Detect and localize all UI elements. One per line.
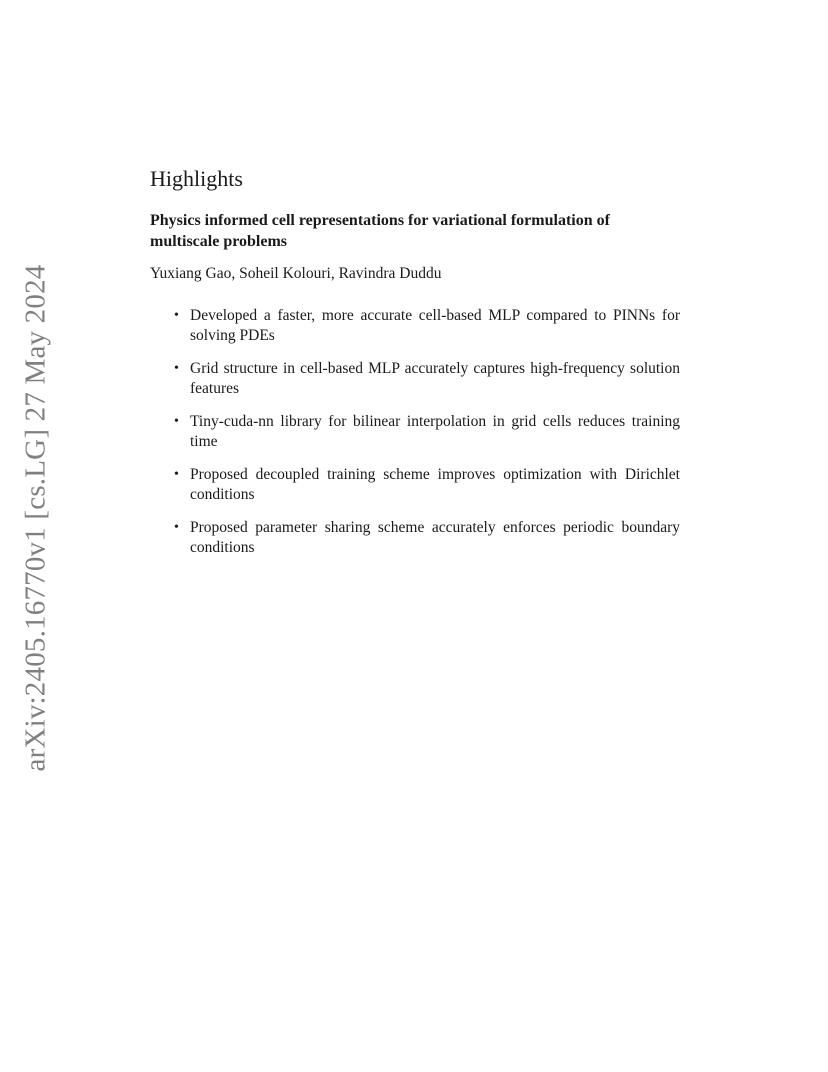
highlight-text: Tiny-cuda-nn library for bilinear interpolation in grid cells reduces training time bbox=[190, 413, 680, 450]
highlights-list bbox=[150, 306, 680, 558]
section-heading: Highlights bbox=[150, 166, 243, 191]
arxiv-identifier-stamp: arXiv:2405.16770v1 [cs.LG] 27 May 2024 bbox=[19, 264, 52, 772]
highlight-item bbox=[150, 306, 680, 346]
bullet-icon: • bbox=[174, 308, 179, 323]
highlight-item bbox=[150, 518, 680, 558]
bullet-icon: • bbox=[174, 467, 179, 482]
highlight-text: Developed a faster, more accurate cell-based MLP compared to PINNs for solving PDEs bbox=[190, 307, 680, 344]
highlight-text: Proposed parameter sharing scheme accurately enforces periodic boundary conditions bbox=[190, 519, 680, 556]
highlight-text: Proposed decoupled training scheme improves optimization with Dirichlet conditions bbox=[190, 466, 680, 503]
bullet-icon: • bbox=[174, 361, 179, 376]
highlight-item bbox=[150, 359, 680, 399]
highlight-item bbox=[150, 412, 680, 452]
highlight-text: Grid structure in cell-based MLP accurately captures high-frequency solution features bbox=[190, 360, 680, 397]
bullet-icon: • bbox=[174, 414, 179, 429]
paper-title: Physics informed cell representations for variational formulation of multiscale problems bbox=[150, 212, 610, 250]
author-list: Yuxiang Gao, Soheil Kolouri, Ravindra Duddu bbox=[150, 265, 442, 282]
highlights-page bbox=[150, 164, 680, 571]
highlight-item bbox=[150, 465, 680, 505]
bullet-icon: • bbox=[174, 520, 179, 535]
